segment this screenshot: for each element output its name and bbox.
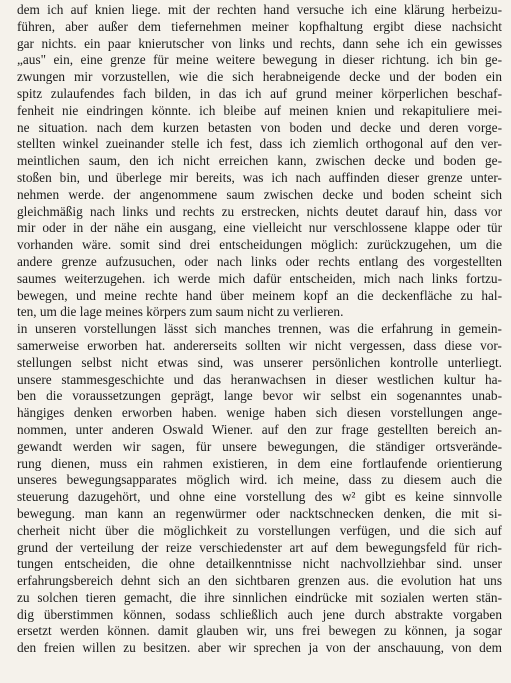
text-line: stellungen selbst nicht etwas sind, was unserer persönlichen kontrolle unterliegt. — [17, 354, 502, 370]
text-line: cherheit nicht über die möglichkeit zu vorstellungen verfügen, und die sich auf — [17, 522, 502, 538]
text-line: vorhanden wäre. somit sind drei entscheidungen möglich: zurückzugehen, um die — [17, 237, 502, 253]
text-line: stoßen bin, und überlege mir bereits, was ich nach auffinden dieser grenze unter- — [17, 169, 502, 185]
text-line: tungen entscheiden, die ohne detailkenntnisse nicht nachvollziehbar sind. unser — [17, 556, 502, 572]
text-line: bewegen, und meine rechte hand über meinem kopf an die deckenfläche zu hal- — [17, 287, 502, 303]
text-line: samerweise erworben hat. andererseits sollten wir nicht vergessen, dass diese vor- — [17, 337, 502, 353]
text-line: erfahrungsbereich dehnt sich an den sichtbaren grenzen aus. die evolution hat uns — [17, 573, 502, 589]
text-line: ne situation. nach dem kurzen betasten von boden und decke und deren vorge- — [17, 119, 502, 135]
text-line: den freien willen zu besitzen. aber wir sprechen ja von der anschauung, von dem — [17, 640, 502, 656]
body-text — [17, 2, 502, 657]
text-line: grund der verteilung der reize verschiedenster art auf dem bewegungsfeld für rich- — [17, 539, 502, 555]
text-line: fenheit nie eindringen könnte. ich bleibe auf meinen knien und rekapituliere mei- — [17, 102, 502, 118]
text-line: unseres bewegungsapparates möglich wird. ich meine, dass zu diesem auch die — [17, 472, 502, 488]
text-line: nommen, unter anderen Oswald Wiener. auf den zur frage gestellten bereich an- — [17, 421, 502, 437]
text-line: unsere stammesgeschichte und das heranwachsen in dieser westlichen kultur ha- — [17, 371, 502, 387]
text-line: mir oder in der nähe ein ausgang, eine vielleicht nur verschlossene klappe oder tür — [17, 220, 502, 236]
text-line: steuerung dazugehört, und ohne eine vorstellung des w² gibt es keine sinnvolle — [17, 489, 502, 505]
text-line: rung dienen, muss ein rahmen existieren, in dem eine fortlaufende orientierung — [17, 455, 502, 471]
text-line: bewegung. man kann an regenwürmer oder nacktschnecken denken, die mit si- — [17, 505, 502, 521]
text-line: gewandt werden wir sagen, für unsere bewegungen, die ständiger ortsverände- — [17, 438, 502, 454]
text-line: ben die voraussetzungen geprägt, lange bevor wir selbst ein sogenanntes unab- — [17, 388, 502, 404]
text-line: in unseren vorstellungen lässt sich manches trennen, was die erfahrung in gemein- — [17, 321, 502, 337]
text-line: spitz zulaufendes fach bilden, in das ich auf grund meiner körperlichen beschaf- — [17, 85, 502, 101]
text-line: meintlichen saum, den ich nicht erreichen kann, zwischen decke und boden ge- — [17, 153, 502, 169]
text-line: dem ich auf knien liege. mit der rechten hand versuche ich eine klärung herbeizu- — [17, 2, 502, 17]
text-line: dig überstimmen können, sodass schließlich auch jene durch abstrakte vorgaben — [17, 606, 502, 622]
text-line: hängiges denken erworben haben. wenige haben sich diesen vorstellungen ange- — [17, 405, 502, 421]
text-line: führen, aber außer dem tiefernehmen meiner kopfhaltung ergibt diese nachsicht — [17, 18, 502, 34]
text-line: „aus" ein, eine grenze für meine weitere bewegung in dieser richtung. ich bin ge- — [17, 52, 502, 68]
text-line: saumes weiterzugehen. ich werde mich dafür entscheiden, mich nach links fortzu- — [17, 270, 502, 286]
text-line: stellten winkel zueinander stelle ich fest, dass ich ziemlich orthogonal auf den ver- — [17, 136, 502, 152]
paragraph-end-line: ten, um die lage meines körpers zum saum nicht zu verlieren. — [17, 304, 344, 320]
text-line: gleichmäßig nach links und rechts zu erstrecken, nichts deutet darauf hin, dass vor — [17, 203, 502, 219]
text-line: zu solchen tieren gemacht, die ihre sinnlichen eindrücke mit sozialen werten stän- — [17, 589, 502, 605]
text-line: andere grenze aufzusuchen, oder nach links oder rechts entlang des vorgestellten — [17, 253, 502, 269]
text-line: zwungen mir vorzustellen, wie die sich herabneigende decke und der boden ein — [17, 69, 502, 85]
text-line: nehmen werde. der angenommene saum zwischen decke und boden scheint sich — [17, 186, 502, 202]
text-line: gar nichts. ein paar knierutscher von links und rechts, dann sehe ich ein gewisses — [17, 35, 502, 51]
text-line: ersetzt werden können. damit glauben wir, uns frei bewegen zu können, ja sogar — [17, 623, 502, 639]
